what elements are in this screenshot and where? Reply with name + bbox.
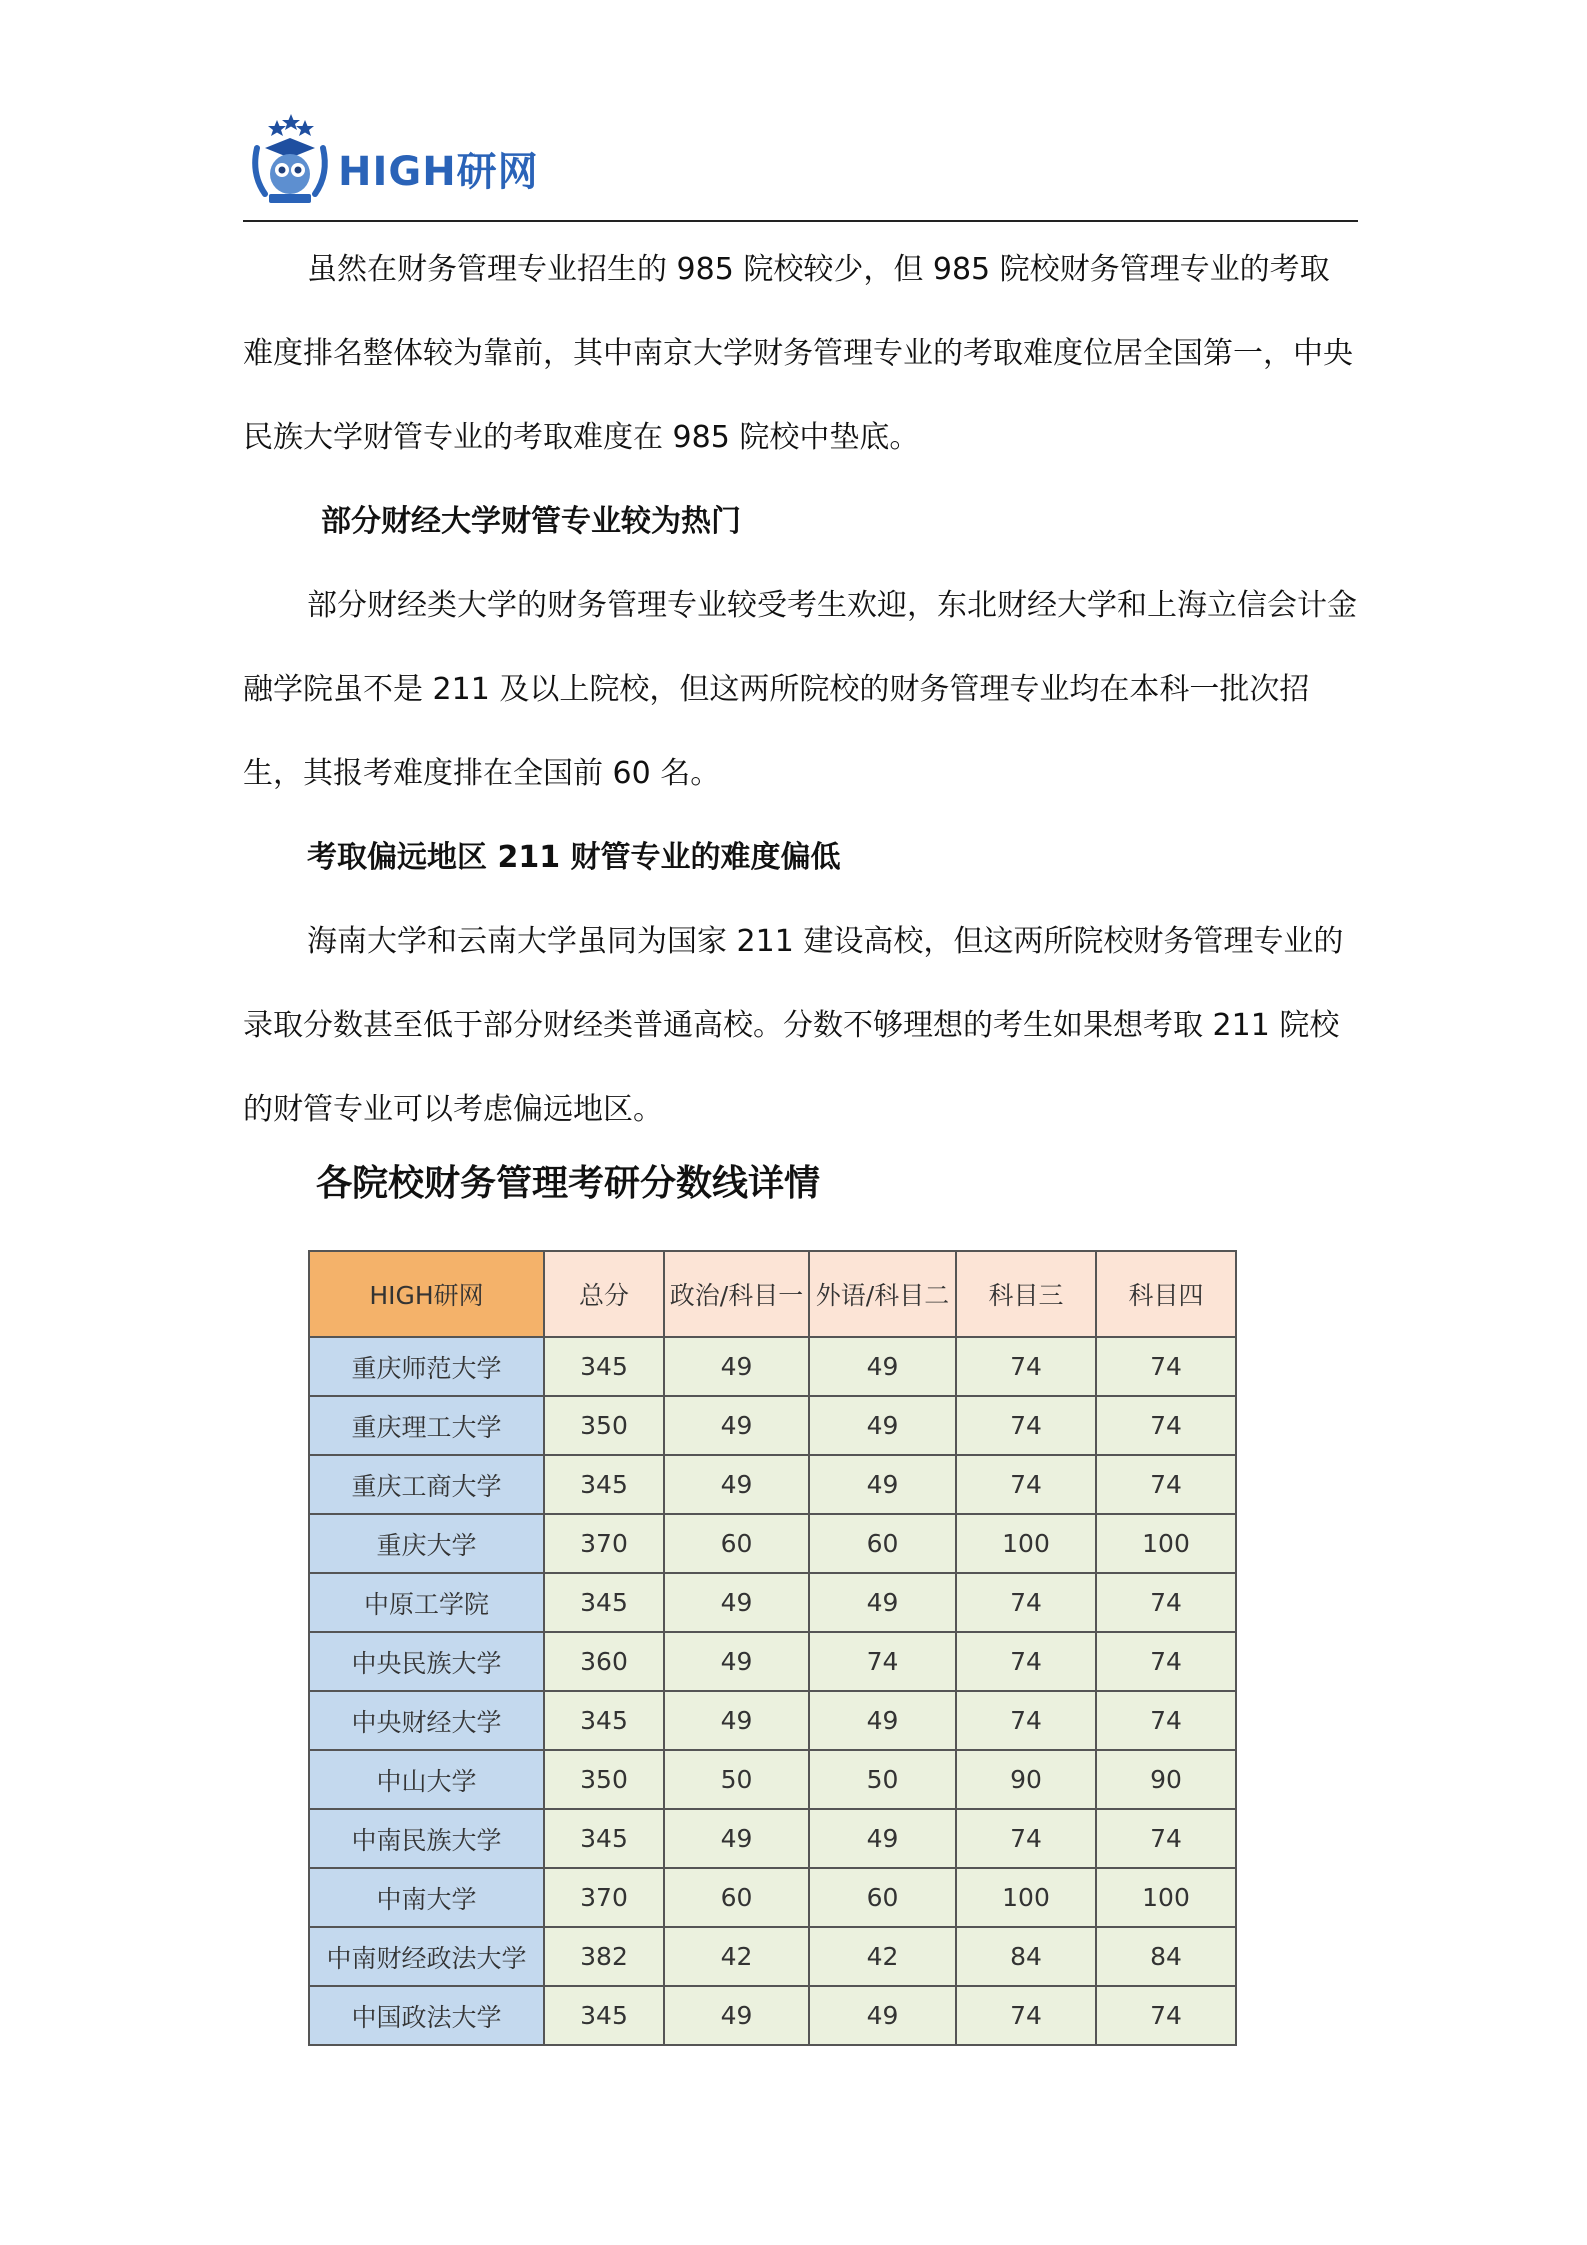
score-cell: 345 — [544, 1691, 664, 1750]
score-cell: 74 — [956, 1455, 1096, 1514]
score-cell: 49 — [809, 1691, 956, 1750]
score-cell: 49 — [809, 1455, 956, 1514]
score-cell: 90 — [956, 1750, 1096, 1809]
score-cell: 42 — [664, 1927, 809, 1986]
score-cell: 49 — [664, 1337, 809, 1396]
table-row — [309, 1337, 1236, 1396]
score-cell: 49 — [664, 1396, 809, 1455]
article-body — [243, 228, 1358, 1152]
score-cell: 90 — [1096, 1750, 1236, 1809]
score-cell: 49 — [664, 1809, 809, 1868]
score-cell: 50 — [809, 1750, 956, 1809]
score-cell: 74 — [1096, 1337, 1236, 1396]
subheading-remote-211: 考取偏远地区 211 财管专业的难度偏低 — [307, 840, 841, 875]
score-cell: 74 — [956, 1809, 1096, 1868]
score-cell: 49 — [664, 1632, 809, 1691]
column-header: 科目四 — [1096, 1251, 1236, 1337]
score-cell: 360 — [544, 1632, 664, 1691]
school-name-cell: 中央民族大学 — [309, 1632, 544, 1691]
score-cell: 382 — [544, 1927, 664, 1986]
score-cell: 350 — [544, 1396, 664, 1455]
school-name-cell: 重庆大学 — [309, 1514, 544, 1573]
score-cell: 49 — [809, 1337, 956, 1396]
school-name-cell: 中央财经大学 — [309, 1691, 544, 1750]
logo-text: HIGH研网 — [338, 149, 539, 195]
score-cell: 49 — [664, 1573, 809, 1632]
score-cell: 74 — [1096, 1573, 1236, 1632]
score-cell: 74 — [956, 1337, 1096, 1396]
score-cell: 345 — [544, 1573, 664, 1632]
score-cell: 74 — [1096, 1809, 1236, 1868]
school-name-cell: 中国政法大学 — [309, 1986, 544, 2045]
school-name-cell: 中南大学 — [309, 1868, 544, 1927]
header-divider — [243, 220, 1358, 222]
score-cell: 49 — [809, 1573, 956, 1632]
table-row — [309, 1455, 1236, 1514]
score-cell: 345 — [544, 1337, 664, 1396]
paragraph-finance-universities: 部分财经类大学的财务管理专业较受考生欢迎，东北财经大学和上海立信会计金融学院虽不是 211 及以上院校，但这两所院校的财务管理专业均在本科一批次招生，其报考难度排在全国前 60 名。 — [243, 588, 1357, 791]
score-cell: 84 — [956, 1927, 1096, 1986]
score-cell: 74 — [809, 1632, 956, 1691]
score-cell: 345 — [544, 1455, 664, 1514]
score-cell: 74 — [956, 1986, 1096, 2045]
score-cell: 74 — [1096, 1455, 1236, 1514]
score-cell: 60 — [664, 1514, 809, 1573]
score-cell: 49 — [809, 1986, 956, 2045]
score-cell: 74 — [1096, 1691, 1236, 1750]
score-cell: 49 — [664, 1691, 809, 1750]
table-row — [309, 1632, 1236, 1691]
score-cell: 100 — [956, 1868, 1096, 1927]
paragraph-remote-211: 海南大学和云南大学虽同为国家 211 建设高校，但这两所院校财务管理专业的录取分数甚至低于部分财经类普通高校。分数不够理想的考生如果想考取 211 院校的财管专业可以考虑偏远地区。 — [243, 924, 1344, 1127]
column-header: 外语/科目二 — [809, 1251, 956, 1337]
score-cell: 49 — [809, 1396, 956, 1455]
table-header-row — [309, 1251, 1236, 1337]
score-cell: 100 — [1096, 1514, 1236, 1573]
table-row — [309, 1868, 1236, 1927]
score-cell: 345 — [544, 1809, 664, 1868]
table-row — [309, 1514, 1236, 1573]
score-cell: 74 — [1096, 1396, 1236, 1455]
score-cell: 84 — [1096, 1927, 1236, 1986]
table-row — [309, 1573, 1236, 1632]
table-row — [309, 1750, 1236, 1809]
table-row — [309, 1691, 1236, 1750]
score-cell: 345 — [544, 1986, 664, 2045]
column-header: 科目三 — [956, 1251, 1096, 1337]
paragraph-985-difficulty: 虽然在财务管理专业招生的 985 院校较少，但 985 院校财务管理专业的考取难度排名整体较为靠前，其中南京大学财务管理专业的考取难度位居全国第一，中央民族大学财管专业的考取难度在 985 院校中垫底。 — [243, 252, 1353, 455]
column-header: HIGH研网 — [309, 1251, 544, 1337]
school-name-cell: 中南财经政法大学 — [309, 1927, 544, 1986]
score-cell: 100 — [1096, 1868, 1236, 1927]
score-cell: 49 — [664, 1986, 809, 2045]
logo — [243, 112, 543, 212]
score-cell: 50 — [664, 1750, 809, 1809]
score-cell: 60 — [809, 1868, 956, 1927]
subheading-finance-universities: 部分财经大学财管专业较为热门 — [321, 504, 741, 539]
score-cell: 370 — [544, 1514, 664, 1573]
score-line-table — [308, 1250, 1237, 2046]
score-cell: 74 — [1096, 1632, 1236, 1691]
score-cell: 370 — [544, 1868, 664, 1927]
score-cell: 74 — [956, 1691, 1096, 1750]
column-header: 政治/科目一 — [664, 1251, 809, 1337]
score-cell: 49 — [664, 1455, 809, 1514]
school-name-cell: 重庆理工大学 — [309, 1396, 544, 1455]
score-cell: 350 — [544, 1750, 664, 1809]
table-row — [309, 1986, 1236, 2045]
score-cell: 60 — [664, 1868, 809, 1927]
score-cell: 74 — [956, 1573, 1096, 1632]
score-cell: 42 — [809, 1927, 956, 1986]
owl-emblem-icon — [243, 112, 338, 212]
school-name-cell: 重庆工商大学 — [309, 1455, 544, 1514]
column-header: 总分 — [544, 1251, 664, 1337]
score-cell: 60 — [809, 1514, 956, 1573]
table-row — [309, 1396, 1236, 1455]
table-section-title: 各院校财务管理考研分数线详情 — [316, 1163, 821, 1204]
table-row — [309, 1809, 1236, 1868]
school-name-cell: 中南民族大学 — [309, 1809, 544, 1868]
table-row — [309, 1927, 1236, 1986]
score-cell: 49 — [809, 1809, 956, 1868]
school-name-cell: 中山大学 — [309, 1750, 544, 1809]
score-cell: 74 — [956, 1632, 1096, 1691]
school-name-cell: 重庆师范大学 — [309, 1337, 544, 1396]
score-cell: 74 — [1096, 1986, 1236, 2045]
school-name-cell: 中原工学院 — [309, 1573, 544, 1632]
score-cell: 100 — [956, 1514, 1096, 1573]
score-cell: 74 — [956, 1396, 1096, 1455]
